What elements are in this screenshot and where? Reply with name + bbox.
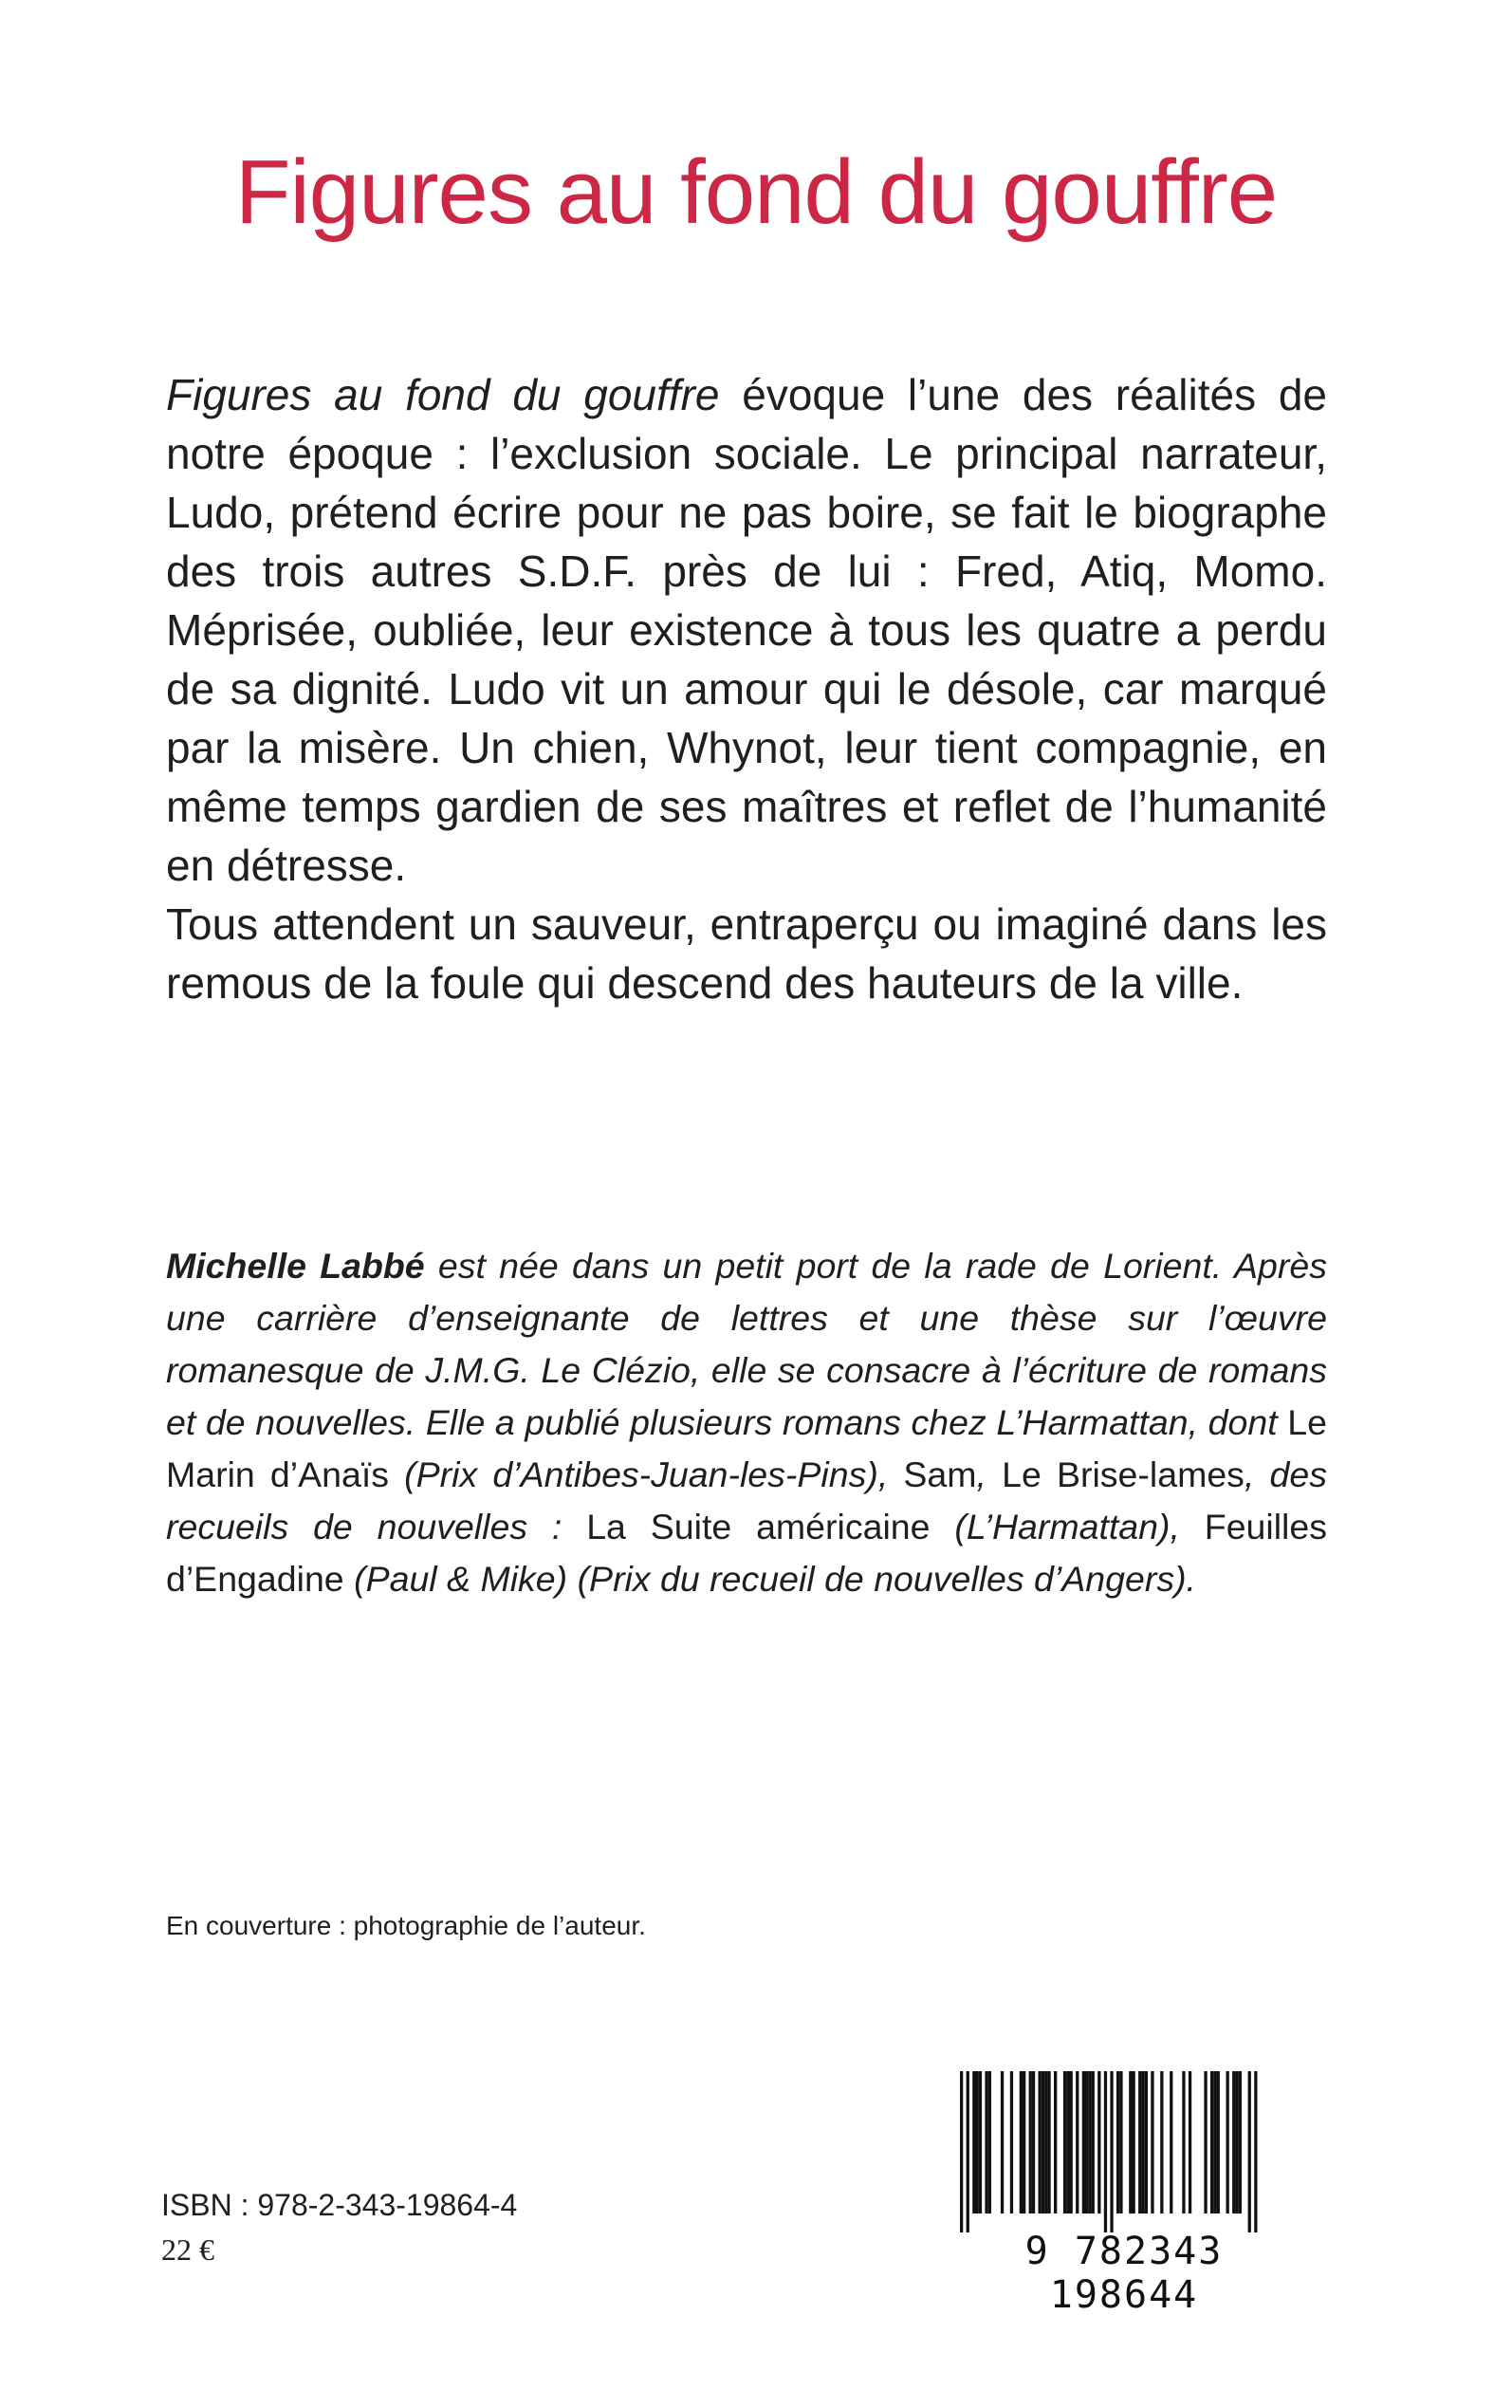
- barcode-bar: [1088, 2071, 1091, 2214]
- isbn-label: ISBN : 978-2-343-19864-4: [161, 2188, 518, 2222]
- barcode-bar: [1054, 2071, 1057, 2214]
- barcode-bar: [1213, 2071, 1216, 2214]
- bio-text-3: ,: [976, 1454, 1003, 1494]
- barcode-bar: [1066, 2071, 1069, 2214]
- barcode-bar: [1129, 2071, 1132, 2214]
- barcode-bar: [1082, 2071, 1085, 2214]
- bio-work-2: Sam: [903, 1454, 977, 1494]
- barcode-bar: [1151, 2071, 1153, 2214]
- bio-work-4: La Suite américaine: [586, 1507, 931, 1547]
- barcode-bar: [1044, 2071, 1047, 2214]
- barcode-bar: [1182, 2071, 1185, 2214]
- barcode-bar: [1254, 2071, 1257, 2232]
- barcode-bar: [1092, 2071, 1095, 2214]
- bio-text-6: (Paul & Mike) (Prix du recueil de nouvelles d’Angers).: [343, 1559, 1196, 1599]
- bio-work-1: Le Marin d’Anaïs: [166, 1402, 1327, 1494]
- barcode-bar: [1141, 2071, 1144, 2214]
- barcode-bar: [1204, 2071, 1207, 2214]
- bio-text-1: est née dans un petit port de la rade de Lorient. Après une carrière d’enseignante de lettres et une thèse sur l’œuvre romanesque de J.M.G. Le Clézio, elle se consacre à l’écriture de romans et de nouvelles. Elle a publié plusieurs romans chez L’Harmattan, dont: [166, 1246, 1327, 1442]
- barcode-bar: [985, 2071, 987, 2214]
- barcode-bar: [960, 2071, 963, 2232]
- summary-paragraph-2: Tous attendent un sauveur, entraperçu ou imaginé dans les remous de la foule qui descend des hauteurs de la ville.: [166, 899, 1327, 1008]
- barcode-bar: [967, 2071, 969, 2232]
- barcode-bar: [1010, 2071, 1013, 2214]
- bio-text-2: (Prix d’Antibes-Juan-les-Pins),: [389, 1454, 904, 1494]
- barcode-bar: [1226, 2071, 1229, 2214]
- barcode-bar: [1189, 2071, 1191, 2214]
- back-cover-title: Figures au fond du gouffre: [234, 141, 1278, 243]
- barcode-bar: [1085, 2071, 1088, 2214]
- bio-work-3: Le Brise-lames: [1002, 1454, 1245, 1494]
- barcode-bar: [1239, 2071, 1242, 2214]
- barcode-bar: [972, 2071, 975, 2214]
- barcode-bar: [1001, 2071, 1004, 2214]
- barcode-bar: [979, 2071, 982, 2214]
- barcode-bar: [1145, 2071, 1148, 2214]
- barcode-bar: [1138, 2071, 1141, 2214]
- barcode-bar: [1070, 2071, 1073, 2214]
- barcode-bars: [939, 2071, 1309, 2232]
- barcode-bar: [988, 2071, 991, 2214]
- barcode-bar: [1235, 2071, 1238, 2214]
- barcode-bar: [1232, 2071, 1235, 2214]
- barcode-bar: [1020, 2071, 1023, 2214]
- barcode-bar: [1063, 2071, 1066, 2214]
- barcode-bar: [1217, 2071, 1220, 2214]
- author-bio: [166, 1240, 1327, 1605]
- bio-text-5: (L’Harmattan),: [930, 1507, 1205, 1547]
- barcode-bar: [976, 2071, 979, 2214]
- barcode-bar: [1160, 2071, 1163, 2214]
- barcode-bar: [1133, 2071, 1135, 2214]
- barcode-bar: [1023, 2071, 1025, 2214]
- barcode-bar: [1042, 2071, 1044, 2214]
- barcode-bar: [1029, 2071, 1032, 2214]
- price-label: 22 €: [161, 2232, 214, 2267]
- bio-text-4: , des recueils de nouvelles :: [166, 1454, 1327, 1547]
- barcode-bar: [1047, 2071, 1050, 2214]
- barcode-bar: [1097, 2071, 1100, 2214]
- barcode-bar: [1110, 2071, 1113, 2232]
- barcode-bar: [1039, 2071, 1042, 2214]
- barcode-bar: [1119, 2071, 1122, 2214]
- barcode-bar: [1116, 2071, 1119, 2214]
- summary-text-1: évoque l’une des réalités de notre époque : l’exclusion sociale. Le principal narrateur, Ludo, prétend écrire pour ne pas boire, se fait le biographe des trois autres S.D.F. près de lui : Fred, Atiq, Momo. Méprisée, oubliée, leur existence à tous les quatre a perdu de sa dignité. Ludo vit un amour qui le désole, car marqué par la misère. Un chien, Whynot, leur tient compagnie, en même temps gardien de ses maîtres et reflet de l’humanité en détresse.: [166, 370, 1327, 890]
- barcode-bar: [1248, 2071, 1251, 2232]
- barcode-bar: [1210, 2071, 1213, 2214]
- author-name: Michelle Labbé: [166, 1246, 425, 1286]
- book-summary: [166, 365, 1327, 1012]
- cover-credit: En couverture : photographie de l’auteur.: [166, 1911, 646, 1940]
- summary-book-title: Figures au fond du gouffre: [166, 370, 720, 419]
- bio-work-5: Feuilles d’Engadine: [166, 1507, 1327, 1599]
- summary-paragraph-1: [166, 365, 1327, 895]
- barcode-bar: [1076, 2071, 1079, 2214]
- barcode-bar: [1170, 2071, 1172, 2214]
- barcode-bar: [1032, 2071, 1035, 2214]
- barcode-bar: [1104, 2071, 1107, 2232]
- barcode-digits: 9 782343 198644: [1024, 2230, 1224, 2317]
